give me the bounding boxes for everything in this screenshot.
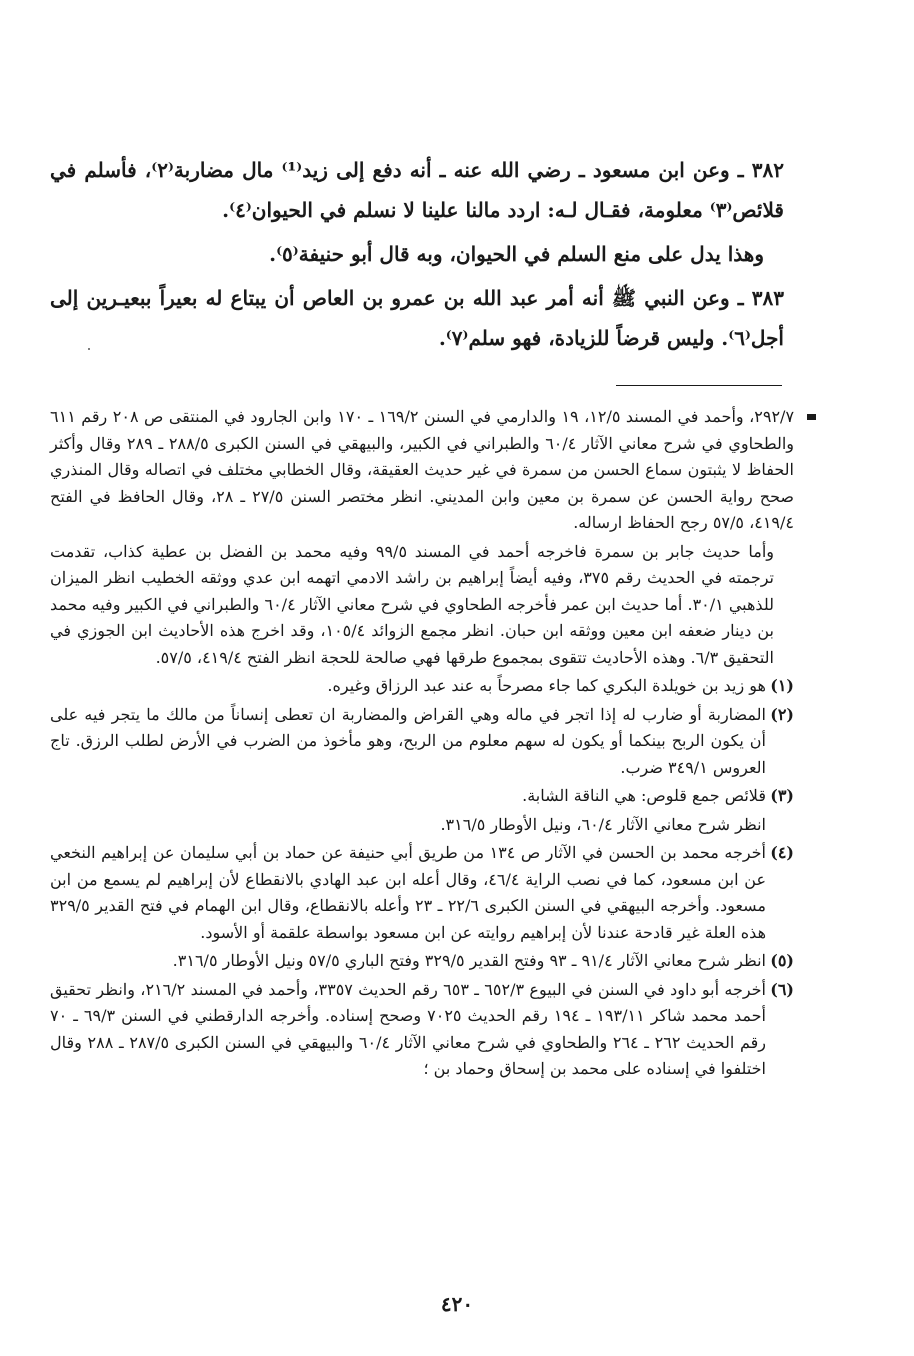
- scan-speck: [88, 348, 90, 350]
- footnote-number: (٥): [770, 951, 794, 970]
- footnote-text: المضاربة أو ضارب له إذا اتجر في ماله وهي القراض والمضاربة ان تعطى إنساناً من مالك ما يتجر فيه على أن يكون الربح بينكما أو يكون له سهم معلوم من الربح، وهو مأخوذ من الضرب في الأرض لطلب الرزق. تاج العروس ٣٤٩/١ ضرب.: [50, 704, 766, 777]
- continuation-marker-icon: [807, 414, 816, 420]
- footnote-continuation: [50, 404, 794, 537]
- footnote-takhrij-jabir: وأما حديث جابر بن سمرة فاخرجه أحمد في المسند ٩٩/٥ وفيه محمد بن الفضل بن عطية كذاب، تقدمت ترجمته في الحديث رقم ٣٧٥، وفيه أيضاً إبراهيم بن راشد الادمي اتهمه ابن عدي ووثقه الخطيب انظر الميزان للذهبي ٣٠/١. أما حديث ابن عمر فأخرجه الطحاوي في شرح معاني الآثار ٦٠/٤ والطبراني في الكبير وفيه محمد بن دينار ضعفه ابن معين ووثقه ابن حبان. انظر مجمع الزوائد ١٠٥/٤، وقد اخرج هذه الأحاديث ابن الجوزي في التحقيق ٦/٣. وهذه الأحاديث تتقوى بمجموع طرقها فهي صالحة للحجة انظر الفتح ٤١٩/٤، ٥٧/٥.: [50, 541, 774, 667]
- footnote-text: هو زيد بن خويلدة البكري كما جاء مصرحاً به عند عبد الرزاق وغيره.: [327, 676, 766, 695]
- footnote-number: (٤): [770, 843, 794, 862]
- main-comment: وهذا يدل على منع السلم في الحيوان، وبه قال أبو حنيفة⁽٥⁾.: [269, 242, 764, 266]
- footnote-text: انظر شرح معاني الآثار ٩١/٤ ـ ٩٣ وفتح القدير ٣٢٩/٥ وفتح الباري ٥٧/٥ ونيل الأوطار ٣١٦/٥.: [172, 951, 766, 970]
- footnote-3-continued: [50, 812, 794, 839]
- footnote-5: [50, 948, 794, 975]
- footnote-text: انظر شرح معاني الآثار ٦٠/٤، ونيل الأوطار ٣١٦/٥.: [440, 814, 766, 834]
- footnote-text: أخرجه محمد بن الحسن في الآثار ص ١٣٤ من طريق أبي حنيفة عن حماد بن أبي سليمان عن إبراهيم النخعي عن ابن مسعود، كما في نصب الراية ٤٦/٤، وقال أعله ابن عبد الهادي بالانقطاع لأن إبراهيم لم يسمع من ابن مسعود. وأخرجه البيهقي في السنن الكبرى ٢٢/٦ ـ ٢٣ وأعله بالانقطاع، وقال ابن الهمام في فتح القدير ٣٢٩/٥ هذه العلة غير قادحة عندنا لأن إبراهيم روايته عن ابن مسعود بواسطة علقمة أو الأسود.: [50, 843, 767, 942]
- footnote-separator: [616, 385, 782, 386]
- main-text: [50, 150, 784, 362]
- footnote-number: (٦): [770, 979, 794, 999]
- footnote-3: [50, 783, 794, 810]
- footnote-4: [50, 840, 794, 946]
- footnote-takhrij-main: ٢٩٢/٧، وأحمد في المسند ١٢/٥، ١٩ والدارمي في السنن ١٦٩/٢ ـ ١٧٠ وابن الجارود في المنتقى ص ٢٠٨ رقم ٦١١ والطحاوي في شرح معاني الآثار ٦٠/٤ والطبراني في الكبير، والبيهقي في السنن الكبرى ٢٨٨/٥ ـ ٢٨٩ وقال وأكثر الحفاظ لا يثبتون سماع الحسن من سمرة في غير حديث العقيقة، وقال الخطابي مختلف في اتصاله وقال المنذري صحح رواية الحسن عن سمرة بن معين وابن المديني. انظر مختصر السنن ٢٧/٥ ـ ٢٨، وقال الحافظ في الفتح ٤١٩/٤، ٥٧/٥ رجح الحفاظ ارساله.: [50, 407, 795, 532]
- footnote-text: أخرجه أبو داود في السنن في البيوع ٦٥٢/٣ ـ ٦٥٣ رقم الحديث ٣٣٥٧، وأحمد في المسند ٢١٦/٢، وانظر تحقيق أحمد محمد شاكر ١٩٣/١١ ـ ١٩٤ رقم الحديث ٧٠٢٥ وصحح إسناده. وأخرجه الدارقطني في السنن ٦٩/٣ ـ ٧٠ رقم الحديث ٢٦٢ ـ ٢٦٤ والطحاوي في شرح معاني الآثار ٦٠/٤ والبيهقي في السنن الكبرى ٢٨٧/٥ ـ ٢٨٨ وقال اختلفوا في إسناده على محمد بن إسحاق وحماد بن ؛: [50, 979, 767, 1078]
- hadith-383: ٣٨٣ ـ وعن النبي ﷺ أنه أمر عبد الله بن عمرو بن العاص أن يبتاع له بعيراً ببعيـرين إلى أجل⁽٦⁾. وليس قرضاً للزيادة، فهو سلم⁽٧⁾.: [50, 286, 784, 350]
- footnote-6: [50, 977, 794, 1083]
- footnote-text: قلائص جمع قلوص: هي الناقة الشابة.: [522, 786, 766, 805]
- footnote-number: (٢): [770, 704, 794, 724]
- hadith-382: ٣٨٢ ـ وعن ابن مسعود ـ رضي الله عنه ـ أنه دفع إلى زيد⁽¹⁾ مال مضاربة⁽٢⁾، فأسلم في قلائص⁽٣⁾ معلومة، فقـال لـه: اردد مالنا علينا لا نسلم في الحيوان⁽٤⁾.: [50, 158, 784, 222]
- footnotes: [50, 404, 794, 1085]
- footnote-number: (١): [770, 676, 794, 695]
- page-number: ٤٢٠: [440, 1292, 474, 1316]
- footnote-1: [50, 673, 794, 700]
- footnote-2: [50, 702, 794, 782]
- footnote-number: (٣): [770, 786, 794, 805]
